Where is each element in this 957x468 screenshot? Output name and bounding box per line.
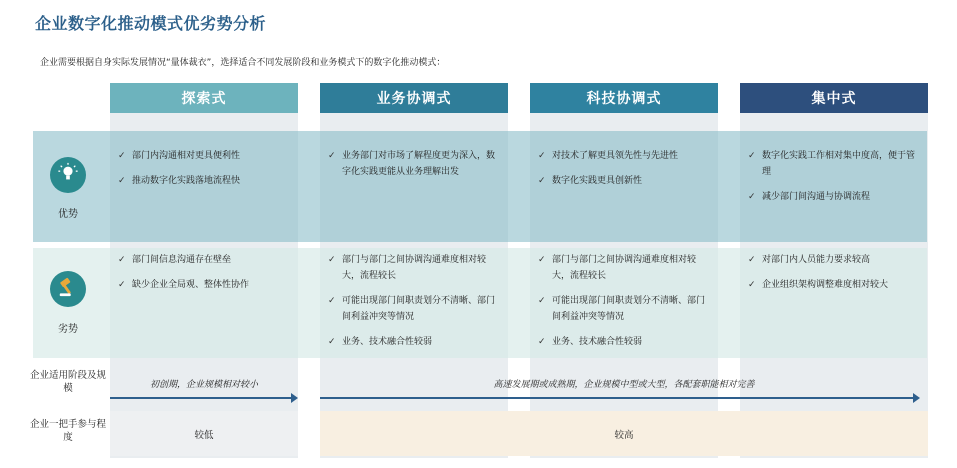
disadvantages-cell-centralized — [748, 252, 924, 302]
list-item: ✓ 减少部门间沟通与协调流程 — [748, 189, 922, 205]
list-item: ✓ 部门间信息沟通存在壁垒 — [118, 252, 294, 268]
participation-low-box: 较低 — [110, 411, 298, 456]
stage-arrow-early — [110, 397, 292, 399]
column-header-business: 业务协调式 — [320, 83, 508, 113]
list-item: ✓ 部门与部门之间协调沟通难度相对较大，流程较长 — [328, 252, 500, 284]
check-icon: ✓ — [748, 255, 756, 265]
disadvantages-cell-tech — [538, 252, 710, 359]
check-icon: ✓ — [748, 151, 756, 161]
check-icon: ✓ — [118, 151, 126, 161]
advantages-cell-centralized — [748, 148, 922, 214]
list-item: ✓ 企业组织架构调整难度相对较大 — [748, 277, 924, 293]
check-icon: ✓ — [328, 337, 336, 347]
column-header-tech: 科技协调式 — [530, 83, 718, 113]
column-header-exploratory: 探索式 — [110, 83, 298, 113]
check-icon: ✓ — [328, 255, 336, 265]
list-item: ✓ 数字化实践更具创新性 — [538, 173, 714, 189]
advantages-cell-tech — [538, 148, 714, 198]
column-header-centralized: 集中式 — [740, 83, 928, 113]
check-icon: ✓ — [328, 151, 336, 161]
participation-high-box: 较高 — [320, 411, 928, 456]
check-icon: ✓ — [748, 192, 756, 202]
list-item: ✓ 可能出现部门间职责划分不清晰、部门间利益冲突等情况 — [538, 293, 710, 325]
check-icon: ✓ — [538, 296, 546, 306]
check-icon: ✓ — [538, 151, 546, 161]
stage-text-early: 初创期，企业规模相对较小 — [149, 380, 258, 390]
list-item: ✓ 缺少企业全局观、整体性协作 — [118, 277, 294, 293]
list-item: ✓ 部门与部门之间协调沟通难度相对较大，流程较长 — [538, 252, 710, 284]
list-item: ✓ 推动数字化实践落地流程快 — [118, 173, 294, 189]
disadvantages-cell-business — [328, 252, 500, 359]
stage-text-later: 高速发展期或成熟期，企业规模中型或大型，各配套职能相对完善 — [493, 380, 755, 390]
participation-row-label: 企业一把手参与程度 — [30, 419, 107, 443]
advantage-row-label: 优势 — [58, 209, 78, 220]
list-item: ✓ 部门内沟通相对更具便利性 — [118, 148, 294, 164]
list-item: ✓ 业务、技术融合性较弱 — [328, 334, 500, 350]
disadvantage-row-label: 劣势 — [58, 324, 78, 335]
list-item: ✓ 业务、技术融合性较弱 — [538, 334, 710, 350]
advantages-cell-exploratory — [118, 148, 294, 198]
list-item: ✓ 对部门内人员能力要求较高 — [748, 252, 924, 268]
list-item: ✓ 业务部门对市场了解程度更为深入，数字化实践更能从业务理解出发 — [328, 148, 500, 180]
stage-arrow-later — [320, 397, 914, 399]
check-icon: ✓ — [328, 296, 336, 306]
check-icon: ✓ — [538, 337, 546, 347]
disadvantages-cell-exploratory — [118, 252, 294, 302]
gavel-icon — [57, 276, 79, 302]
advantages-cell-business — [328, 148, 500, 189]
lightbulb-icon — [57, 162, 79, 188]
stage-row-label: 企业适用阶段及规模 — [30, 370, 107, 394]
page-title: 企业数字化推动模式优劣势分析 — [35, 14, 267, 33]
check-icon: ✓ — [538, 176, 546, 186]
list-item: ✓ 数字化实践工作相对集中度高，便于管理 — [748, 148, 922, 180]
advantage-icon-circle — [50, 157, 86, 193]
disadvantage-icon-circle — [50, 271, 86, 307]
check-icon: ✓ — [748, 280, 756, 290]
intro-text: 企业需要根据自身实际发展情况“量体裁衣”，选择适合不同发展阶段和业务模式下的数字化推动模式： — [40, 58, 446, 68]
check-icon: ✓ — [538, 255, 546, 265]
check-icon: ✓ — [118, 255, 126, 265]
list-item: ✓ 可能出现部门间职责划分不清晰、部门间利益冲突等情况 — [328, 293, 500, 325]
check-icon: ✓ — [118, 280, 126, 290]
check-icon: ✓ — [118, 176, 126, 186]
list-item: ✓ 对技术了解更具领先性与先进性 — [538, 148, 714, 164]
